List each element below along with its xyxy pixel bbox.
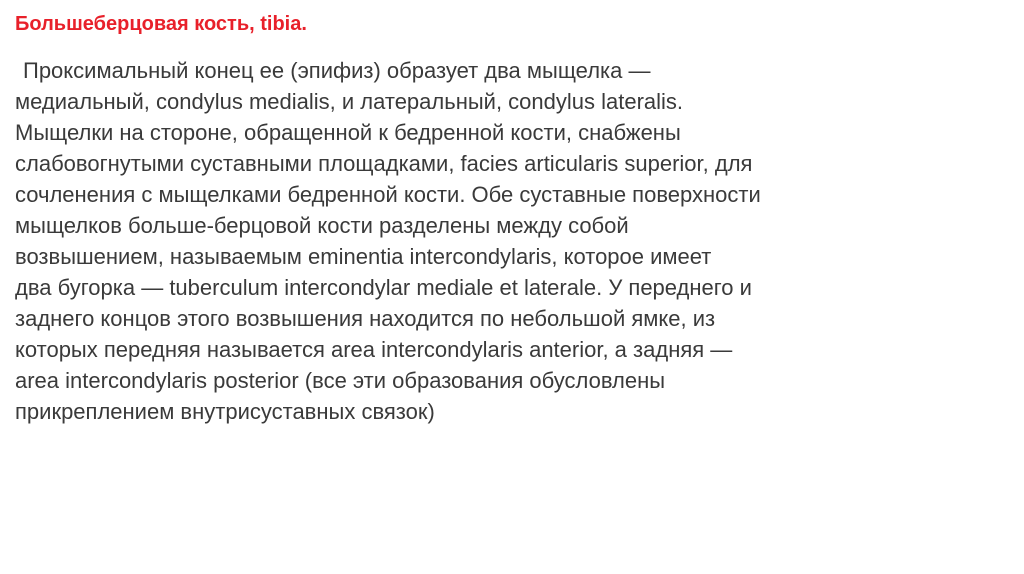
body-line: сочленения с мыщелками бедренной кости. Обе суставные поверхности [15,182,761,207]
body-line: Мыщелки на стороне, обращенной к бедренной кости, снабжены [15,120,681,145]
body-line: прикреплением внутрисуставных связок) [15,399,435,424]
body-line: мыщелков больше-берцовой кости разделены между собой [15,213,629,238]
body-line: возвышением, называемым eminentia intercondylaris, которое имеет [15,244,712,269]
body-line: слабовогнутыми суставными площадками, facies articularis superior, для [15,151,753,176]
body-line: медиальный, condylus medialis, и латеральный, condylus lateralis. [15,89,684,114]
slide-body-text [15,55,1005,427]
body-line: два бугорка — tuberculum intercondylar mediale et laterale. У переднего и [15,275,752,300]
body-line: заднего концов этого возвышения находится по небольшой ямке, из [15,306,716,331]
slide-title: Большеберцовая кость, tibia. [15,13,307,35]
body-line: Проксимальный конец ее (эпифиз) образует два мыщелка — [23,58,651,83]
body-line: которых передняя называется area intercondylaris anterior, а задняя — [15,337,733,362]
body-line: area intercondylaris posterior (все эти образования обусловлены [15,368,666,393]
